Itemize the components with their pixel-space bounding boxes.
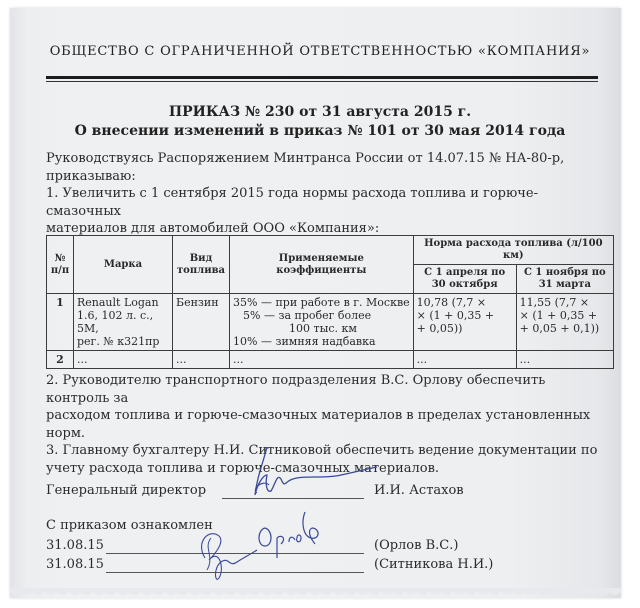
cell-coefficients: [230, 294, 414, 351]
acknowledgement-signatures: [185, 508, 345, 588]
cell-fuel-type: ...: [173, 351, 230, 369]
brand-line: 1.6, 102 л. с., 5M,: [77, 309, 154, 335]
item1-line: материалов для автомобилей ООО «Компания»:: [46, 221, 380, 236]
coef-line: 10% — зимняя надбавка: [233, 335, 376, 348]
formula-line: × (1 + 0,35 +: [519, 309, 598, 322]
torn-paper-edge: [10, 588, 621, 602]
director-signature: [245, 445, 385, 505]
item2-line: расходом топлива и горюче-смазочных материалов в пределах установленных норм.: [46, 408, 591, 441]
order-number-line: ПРИКАЗ № 230 от 31 августа 2015 г.: [168, 104, 472, 120]
coef-line: 100 тыс. км: [289, 322, 357, 335]
cell-period1: [413, 294, 516, 351]
header-period2: С 1 ноября по 31 марта: [516, 265, 613, 294]
table-header-row: [47, 236, 614, 265]
intro-line: Руководствуясь Распоряжением Минтранса России от 14.07.15 № НА-80-р,: [46, 151, 565, 166]
header-rule-thin: [46, 81, 598, 82]
cell-num: 1: [47, 294, 74, 351]
order-intro: [46, 150, 606, 238]
ack1-name: (Орлов В.С.): [374, 538, 459, 553]
brand-line: Renault Logan: [77, 296, 159, 309]
formula-line: 11,55 (7,7 ×: [519, 296, 590, 309]
director-title: Генеральный директор: [46, 483, 207, 498]
table-row: [47, 294, 614, 351]
intro-line: приказываю:: [46, 168, 136, 184]
cell-brand: ...: [74, 351, 173, 369]
table-row: [47, 351, 614, 369]
ack2-date: 31.08.15: [46, 557, 104, 572]
formula-line: + 0,05)): [416, 322, 463, 335]
item1-line: 1. Увеличить с 1 сентября 2015 года нормы расхода топлива и горюче-смазочных: [46, 186, 538, 219]
coef-line: 5% — за пробег более: [243, 309, 372, 322]
cell-period2: [516, 294, 613, 351]
cell-brand: [74, 294, 173, 351]
cell-period2: ...: [516, 351, 613, 369]
item3-line: 3. Главному бухгалтеру Н.И. Ситниковой обеспечить ведение документации по: [46, 443, 598, 458]
order-subject-line: О внесении изменений в приказ № 101 от 30 мая 2014 года: [74, 123, 566, 139]
brand-line: рег. № к321пр: [77, 335, 160, 348]
formula-line: 10,78 (7,7 ×: [416, 296, 487, 309]
header-fuel-type: Вид топлива: [173, 236, 230, 294]
company-header: ОБЩЕСТВО С ОГРАНИЧЕННОЙ ОТВЕТСТВЕННОСТЬЮ «КОМПАНИЯ»: [49, 44, 591, 59]
ack2-name: (Ситникова Н.И.): [374, 557, 494, 572]
item3-line: учету расхода топлива и горюче-смазочных материалов.: [46, 460, 440, 476]
coef-line: 35% — при работе в г. Москве: [233, 296, 410, 309]
order-title: [0, 103, 640, 141]
header-period1: С 1 апреля по 30 октября: [413, 265, 516, 294]
header-num: № п/п: [47, 236, 74, 294]
formula-line: × (1 + 0,35 +: [416, 309, 495, 322]
cell-period1: ...: [413, 351, 516, 369]
cell-num: 2: [47, 351, 74, 369]
fuel-norms-table: [46, 235, 614, 369]
formula-line: + 0,05 + 0,1)): [519, 322, 600, 335]
ack1-date: 31.08.15: [46, 538, 104, 553]
header-rule-thick: [46, 76, 598, 79]
item2-line: 2. Руководителю транспортного подразделения В.С. Орлову обеспечить контроль за: [46, 373, 546, 406]
cell-coefficients: ...: [230, 351, 414, 369]
header-norm-group: Норма расхода топлива (л/100 км): [413, 236, 613, 265]
header-coefficients: Применяемые коэффициенты: [230, 236, 414, 294]
header-brand: Марка: [74, 236, 173, 294]
acknowledged-label: С приказом ознакомлен: [46, 518, 213, 533]
director-name: И.И. Астахов: [374, 483, 464, 498]
cell-fuel-type: Бензин: [173, 294, 230, 351]
